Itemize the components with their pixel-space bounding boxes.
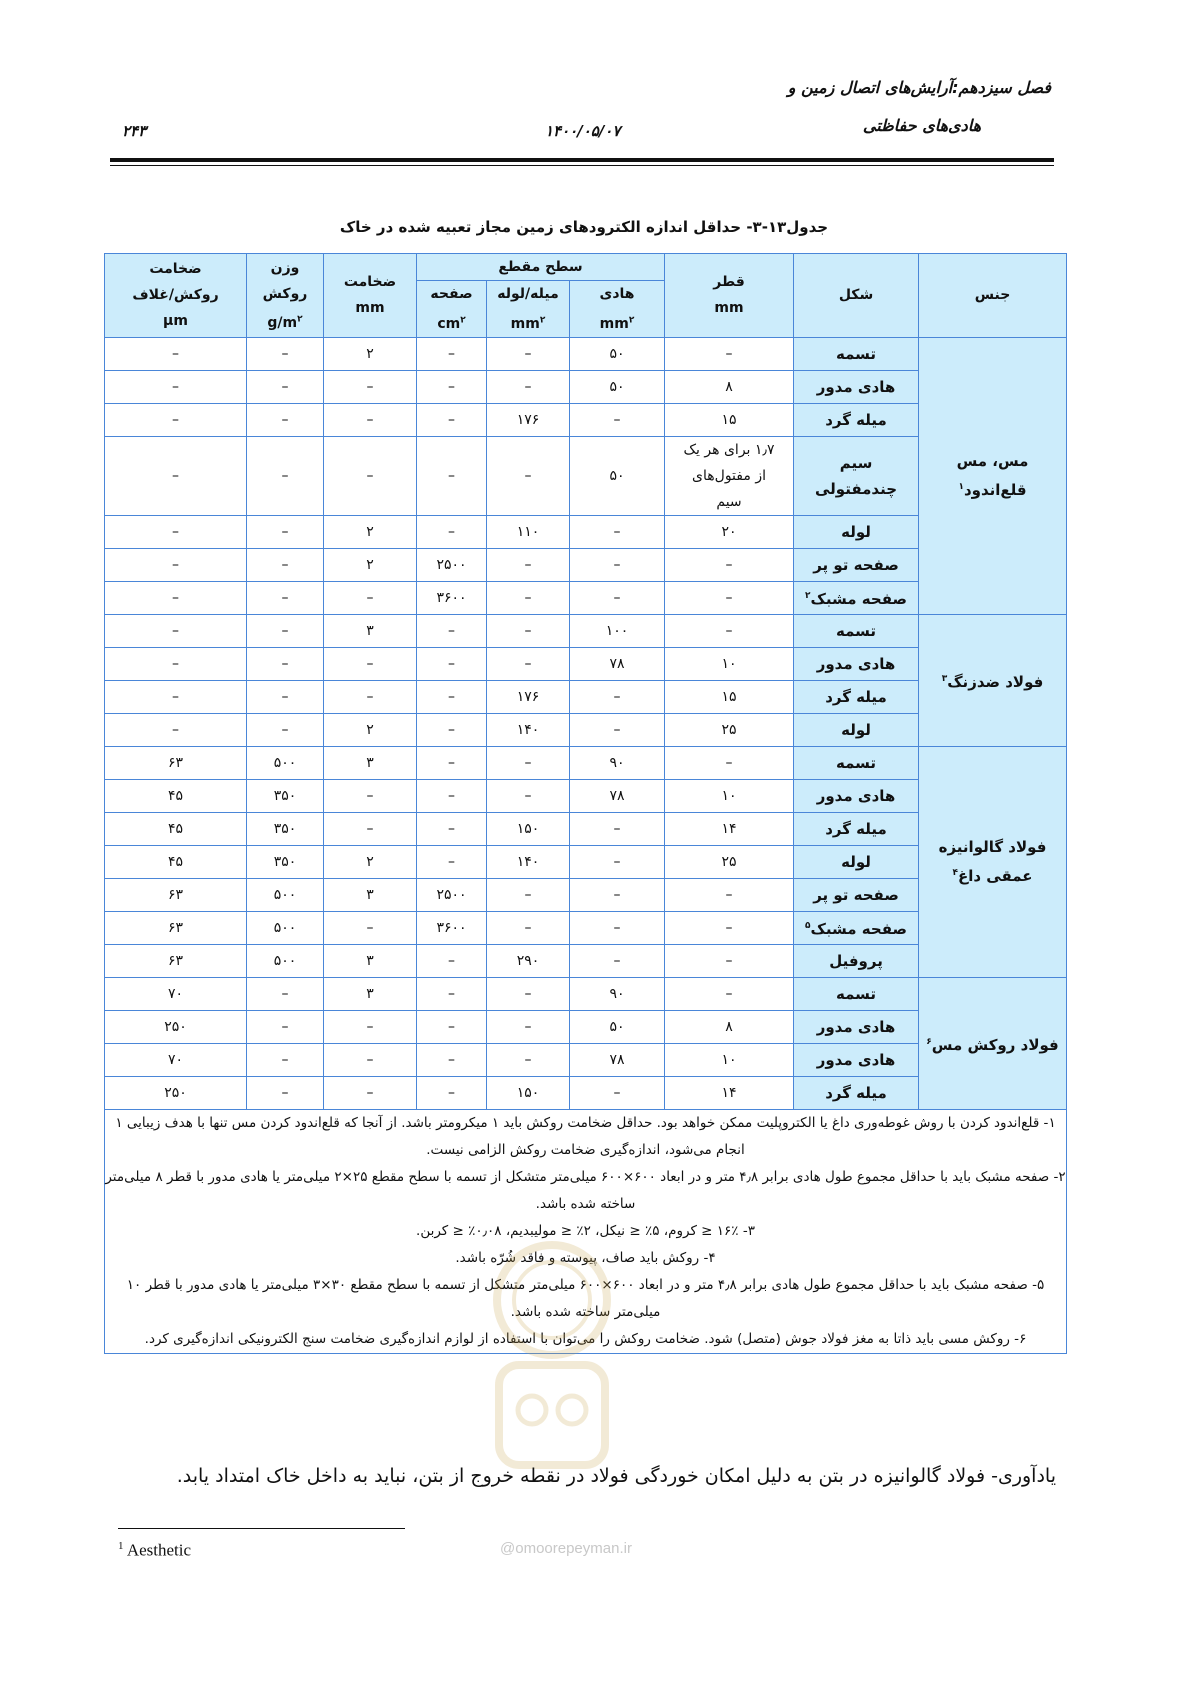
shape-cell: تسمه	[794, 614, 919, 647]
cell-diameter: –	[665, 878, 794, 911]
cell-rod-pipe: –	[487, 370, 570, 403]
cell-weight: ۵۰۰	[247, 746, 324, 779]
cell-plate: –	[417, 746, 487, 779]
header-rule-thin	[110, 165, 1054, 166]
cell-plate: ۲۵۰۰	[417, 878, 487, 911]
cell-conductor: –	[570, 878, 665, 911]
shape-cell: لوله	[794, 845, 919, 878]
cell-thickness: –	[324, 436, 417, 515]
table-caption: جدول۱۳-۳- حداقل اندازه الکترودهای زمین مجاز تعبیه شده در خاک	[339, 218, 829, 236]
cell-rod-pipe: –	[487, 878, 570, 911]
cell-thickness: ۳	[324, 878, 417, 911]
cell-conductor: ۷۸	[570, 647, 665, 680]
header-shape: شکل	[794, 254, 919, 338]
table-row	[105, 977, 1067, 1010]
shape-cell: صفحه تو پر	[794, 548, 919, 581]
cell-rod-pipe: ۱۷۶	[487, 403, 570, 436]
cell-weight: ۵۰۰	[247, 944, 324, 977]
watermark-site: @omoorepeyman.ir	[500, 1540, 632, 1557]
shape-cell: لوله	[794, 713, 919, 746]
shape-cell: میله گرد	[794, 812, 919, 845]
cell-thickness: ۳	[324, 746, 417, 779]
table-row	[105, 614, 1067, 647]
cell-thickness: –	[324, 1043, 417, 1076]
cell-plate: –	[417, 845, 487, 878]
cell-coat: ۴۵	[105, 845, 247, 878]
cell-plate: –	[417, 812, 487, 845]
cell-thickness: –	[324, 581, 417, 614]
cell-weight: –	[247, 1043, 324, 1076]
cell-conductor: ۵۰	[570, 1010, 665, 1043]
cell-plate: –	[417, 680, 487, 713]
cell-coat: ۷۰	[105, 977, 247, 1010]
chapter-title-line1: فصل سیزدهم:آرایش‌های اتصال زمین و	[787, 78, 1051, 97]
cell-conductor: –	[570, 911, 665, 944]
shape-cell: صفحه تو پر	[794, 878, 919, 911]
cell-thickness: ۲	[324, 548, 417, 581]
shape-cell: هادی مدور	[794, 370, 919, 403]
cell-conductor: ۱۰۰	[570, 614, 665, 647]
shape-cell: تسمه	[794, 746, 919, 779]
cell-diameter: ۲۵	[665, 713, 794, 746]
cell-thickness: ۳	[324, 944, 417, 977]
table-row	[105, 337, 1067, 370]
cell-diameter: –	[665, 746, 794, 779]
cell-conductor: –	[570, 680, 665, 713]
cell-coat: –	[105, 370, 247, 403]
shape-cell: هادی مدور	[794, 647, 919, 680]
cell-thickness: –	[324, 647, 417, 680]
cell-weight: –	[247, 977, 324, 1010]
cell-thickness: –	[324, 403, 417, 436]
electrode-table	[104, 253, 1066, 1354]
watermark-logo	[487, 1225, 617, 1475]
cell-rod-pipe: ۲۹۰	[487, 944, 570, 977]
cell-plate: –	[417, 944, 487, 977]
cell-weight: –	[247, 337, 324, 370]
cell-diameter: –	[665, 944, 794, 977]
header-coating-weight: وزن روکش $g/m^۲$	[247, 254, 324, 338]
cell-thickness: –	[324, 1010, 417, 1043]
footnote-text: Aesthetic	[126, 1540, 192, 1560]
material-cell: فولاد گالوانیزه عمقی داغ$^۴$	[919, 746, 1067, 977]
cell-plate: ۲۵۰۰	[417, 548, 487, 581]
cell-rod-pipe: ۱۵۰	[487, 812, 570, 845]
cell-conductor: –	[570, 548, 665, 581]
cell-weight: –	[247, 548, 324, 581]
note-2: ۲- صفحه مشبک باید با حداقل مجموع طول هادی برابر ۴٫۸ متر و در ابعاد ۶۰۰×۶۰۰ میلی‌متر متشکل از تسمه با سطح مقطع ۲۵×۲ میلی‌متر یا هادی مدور با قطر ۸ میلی‌متر ساخته شده باشد.	[105, 1168, 1066, 1212]
note-3: ۳- ۱۶٪ ≤ کروم، ۵٪ ≤ نیکل، ۲٪ ≤ مولیبدیم، ۰٫۰۸٪ ≤ کربن.	[416, 1222, 755, 1239]
cell-conductor: –	[570, 944, 665, 977]
cell-conductor: ۵۰	[570, 370, 665, 403]
note-6: ۶- روکش مسی باید ذاتا به مغز فولاد جوش (متصل) شود. ضخامت روکش را می‌توان با استفاده از لوازم اندازه‌گیری ضخامت سنج الکترونیکی اندازه‌گیری کرد.	[144, 1330, 1027, 1347]
cell-rod-pipe: –	[487, 911, 570, 944]
cell-rod-pipe: ۱۴۰	[487, 845, 570, 878]
cell-rod-pipe: –	[487, 746, 570, 779]
cell-thickness: ۲	[324, 337, 417, 370]
cell-plate: –	[417, 1043, 487, 1076]
shape-cell: پروفیل	[794, 944, 919, 977]
table-body	[105, 337, 1067, 1109]
cell-weight: –	[247, 647, 324, 680]
cell-coat: –	[105, 680, 247, 713]
cell-thickness: –	[324, 1076, 417, 1109]
cell-rod-pipe: ۱۷۶	[487, 680, 570, 713]
shape-cell: هادی مدور	[794, 1010, 919, 1043]
cell-thickness: –	[324, 911, 417, 944]
cell-weight: –	[247, 680, 324, 713]
cell-weight: ۳۵۰	[247, 845, 324, 878]
cell-plate: –	[417, 977, 487, 1010]
cell-plate: –	[417, 1076, 487, 1109]
cell-coat: ۲۵۰	[105, 1076, 247, 1109]
cell-conductor: ۹۰	[570, 746, 665, 779]
cell-diameter: ۱٫۷ برای هر یک از مفتول‌های سیم	[665, 436, 794, 515]
cell-plate: –	[417, 1010, 487, 1043]
cell-coat: –	[105, 436, 247, 515]
footnote-separator	[118, 1528, 405, 1529]
cell-weight: ۳۵۰	[247, 779, 324, 812]
cell-weight: ۵۰۰	[247, 911, 324, 944]
material-cell: مس، مس قلع‌اندود$^۱$	[919, 337, 1067, 614]
cell-plate: –	[417, 337, 487, 370]
cell-weight: –	[247, 713, 324, 746]
header-conductor: هادی $mm^۲$	[570, 281, 665, 338]
cell-plate: –	[417, 614, 487, 647]
shape-cell: تسمه	[794, 977, 919, 1010]
shape-cell: هادی مدور	[794, 1043, 919, 1076]
cell-thickness: –	[324, 812, 417, 845]
cell-plate: –	[417, 779, 487, 812]
material-cell: فولاد روکش مس$^۶$	[919, 977, 1067, 1109]
cell-weight: –	[247, 370, 324, 403]
cell-thickness: ۲	[324, 845, 417, 878]
cell-conductor: ۵۰	[570, 337, 665, 370]
cell-diameter: –	[665, 548, 794, 581]
cell-weight: –	[247, 515, 324, 548]
cell-diameter: ۸	[665, 1010, 794, 1043]
shape-cell: میله گرد	[794, 680, 919, 713]
cell-coat: ۶۳	[105, 746, 247, 779]
material-cell: فولاد ضدزنگ$^۳$	[919, 614, 1067, 746]
cell-plate: ۳۶۰۰	[417, 911, 487, 944]
cell-weight: –	[247, 403, 324, 436]
cell-rod-pipe: ۱۴۰	[487, 713, 570, 746]
cell-coat: –	[105, 614, 247, 647]
footnote-number: 1	[118, 1540, 124, 1552]
cell-rod-pipe: –	[487, 779, 570, 812]
page-number: ۲۴۳	[122, 122, 147, 140]
cell-coat: ۴۵	[105, 779, 247, 812]
cell-conductor: ۵۰	[570, 436, 665, 515]
header-coating-thickness: ضخامت روکش/غلاف μm	[105, 254, 247, 338]
cell-diameter: –	[665, 337, 794, 370]
cell-coat: ۷۰	[105, 1043, 247, 1076]
shape-cell: تسمه	[794, 337, 919, 370]
cell-coat: –	[105, 515, 247, 548]
cell-plate: –	[417, 436, 487, 515]
cell-rod-pipe: –	[487, 614, 570, 647]
cell-weight: –	[247, 1076, 324, 1109]
cell-diameter: ۲۵	[665, 845, 794, 878]
cell-diameter: ۱۴	[665, 812, 794, 845]
cell-conductor: –	[570, 713, 665, 746]
footnote	[118, 1540, 191, 1561]
cell-conductor: ۹۰	[570, 977, 665, 1010]
cell-coat: ۶۳	[105, 944, 247, 977]
header-thickness: ضخامت mm	[324, 254, 417, 338]
cell-diameter: –	[665, 581, 794, 614]
cell-conductor: ۷۸	[570, 779, 665, 812]
cell-thickness: ۳	[324, 977, 417, 1010]
shape-cell: میله گرد	[794, 1076, 919, 1109]
note-5: ۵- صفحه مشبک باید با حداقل مجموع طول هادی برابر ۴٫۸ متر و در ابعاد ۶۰۰×۶۰۰ میلی‌متر متشکل از تسمه با سطح مقطع ۳۰×۳ میلی‌متر یا هادی مدور با قطر ۱۰ میلی‌متر ساخته شده باشد.	[126, 1276, 1045, 1320]
cell-rod-pipe: –	[487, 1043, 570, 1076]
shape-cell: صفحه مشبک$^۲$	[794, 581, 919, 614]
cell-diameter: ۱۰	[665, 647, 794, 680]
cell-diameter: ۱۵	[665, 403, 794, 436]
shape-cell: هادی مدور	[794, 779, 919, 812]
cell-conductor: –	[570, 515, 665, 548]
cell-weight: –	[247, 1010, 324, 1043]
cell-rod-pipe: ۱۱۰	[487, 515, 570, 548]
cell-thickness: –	[324, 680, 417, 713]
cell-diameter: ۱۵	[665, 680, 794, 713]
cell-thickness: ۳	[324, 614, 417, 647]
cell-plate: –	[417, 647, 487, 680]
cell-diameter: –	[665, 977, 794, 1010]
header-plate: صفحه $cm^۲$	[417, 281, 487, 338]
cell-diameter: –	[665, 911, 794, 944]
cell-thickness: ۲	[324, 713, 417, 746]
cell-conductor: ۷۸	[570, 1043, 665, 1076]
cell-thickness: ۲	[324, 515, 417, 548]
cell-weight: –	[247, 436, 324, 515]
cell-coat: –	[105, 647, 247, 680]
cell-weight: –	[247, 614, 324, 647]
cell-conductor: –	[570, 1076, 665, 1109]
shape-cell: لوله	[794, 515, 919, 548]
cell-coat: –	[105, 581, 247, 614]
cell-coat: ۶۳	[105, 911, 247, 944]
cell-plate: –	[417, 713, 487, 746]
header-cross-section: سطح مقطع	[417, 254, 665, 281]
table-row	[105, 746, 1067, 779]
note-4: ۴- روکش باید صاف، پیوسته و فاقد شُرّه باشد.	[455, 1249, 716, 1266]
note-1: ۱- قلع‌اندود کردن با روش غوطه‌وری داغ یا الکتروپلیت ممکن خواهد بود. حداقل ضخامت روکش باید ۱ میکرومتر باشد. از آنجا که قلع‌اندود کردن مس تنها با هدف زیبایی ۱ انجام می‌شود، اندازه‌گیری ضخامت روکش الزامی نیست.	[115, 1114, 1056, 1158]
cell-weight: –	[247, 581, 324, 614]
shape-cell: صفحه مشبک$^۵$	[794, 911, 919, 944]
cell-coat: –	[105, 403, 247, 436]
cell-thickness: –	[324, 370, 417, 403]
cell-weight: ۵۰۰	[247, 878, 324, 911]
cell-rod-pipe: –	[487, 1010, 570, 1043]
cell-plate: –	[417, 515, 487, 548]
header-diameter: قطر mm	[665, 254, 794, 338]
cell-plate: –	[417, 403, 487, 436]
cell-coat: ۲۵۰	[105, 1010, 247, 1043]
cell-thickness: –	[324, 779, 417, 812]
cell-diameter: ۱۰	[665, 779, 794, 812]
cell-plate: –	[417, 370, 487, 403]
cell-rod-pipe: –	[487, 977, 570, 1010]
cell-conductor: –	[570, 845, 665, 878]
cell-conductor: –	[570, 581, 665, 614]
cell-diameter: ۸	[665, 370, 794, 403]
electrode-grid	[104, 253, 1067, 1354]
remark-paragraph: یادآوری- فولاد گالوانیزه در بتن به دلیل امکان خوردگی فولاد در نقطه خروج از بتن، نباید به داخل خاک امتداد یابد.	[176, 1465, 1056, 1487]
cell-plate: ۳۶۰۰	[417, 581, 487, 614]
cell-diameter: –	[665, 614, 794, 647]
shape-cell: سیم چندمفتولی	[794, 436, 919, 515]
cell-weight: ۳۵۰	[247, 812, 324, 845]
cell-rod-pipe: –	[487, 436, 570, 515]
header-rule-thick	[110, 158, 1054, 162]
cell-coat: ۶۳	[105, 878, 247, 911]
cell-rod-pipe: ۱۵۰	[487, 1076, 570, 1109]
cell-coat: ۴۵	[105, 812, 247, 845]
shape-cell: میله گرد	[794, 403, 919, 436]
cell-diameter: ۲۰	[665, 515, 794, 548]
cell-conductor: –	[570, 403, 665, 436]
header-date: ۱۴۰۰/۰۵/۰۷	[545, 122, 621, 140]
cell-coat: –	[105, 337, 247, 370]
cell-rod-pipe: –	[487, 337, 570, 370]
cell-rod-pipe: –	[487, 548, 570, 581]
cell-diameter: ۱۴	[665, 1076, 794, 1109]
cell-conductor: –	[570, 812, 665, 845]
header-rod-pipe: میله/لوله $mm^۲$	[487, 281, 570, 338]
chapter-title-line2: هادی‌های حفاظتی	[862, 116, 981, 135]
header-material: جنس	[919, 254, 1067, 338]
cell-coat: –	[105, 548, 247, 581]
cell-coat: –	[105, 713, 247, 746]
cell-rod-pipe: –	[487, 581, 570, 614]
cell-rod-pipe: –	[487, 647, 570, 680]
cell-diameter: ۱۰	[665, 1043, 794, 1076]
